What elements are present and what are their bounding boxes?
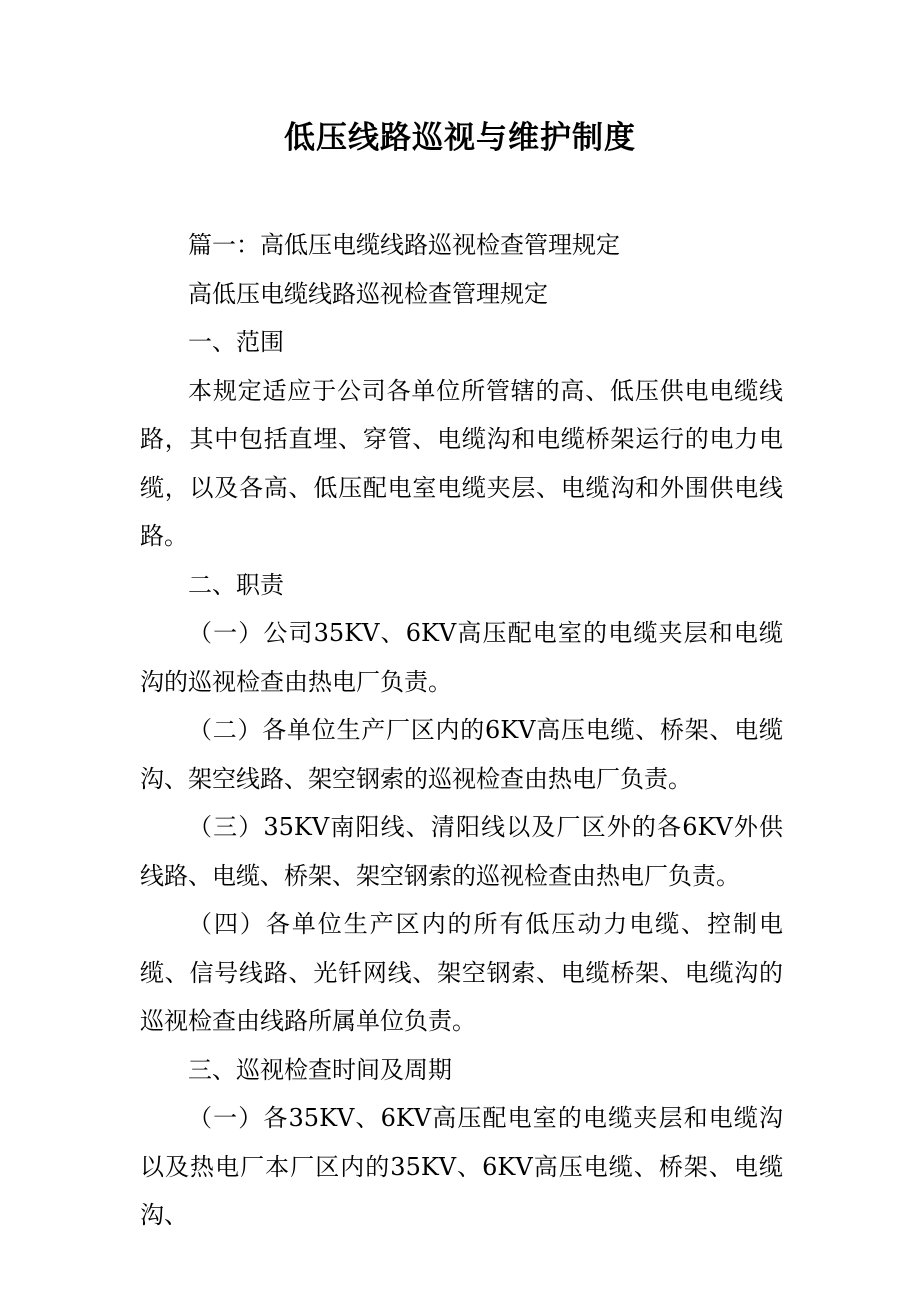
section-heading: 篇一：高低压电缆线路巡视检查管理规定 bbox=[188, 231, 620, 259]
paragraph: （一）各35KV、6KV高压配电室的电缆夹层和电缆沟以及热电厂本厂区内的35KV、6KV高压电缆、桥架、电缆沟、 bbox=[140, 1104, 783, 1229]
paragraph: 本规定适应于公司各单位所管辖的高、低压供电电缆线路，其中包括直埋、穿管、电缆沟和电缆桥架运行的电力电缆，以及各高、低压配电室电缆夹层、电缆沟和外围供电线路。 bbox=[140, 376, 783, 550]
section-heading: 二、职责 bbox=[188, 570, 284, 599]
paragraph: （一）公司35KV、6KV高压配电室的电缆夹层和电缆沟的巡视检查由热电厂负责。 bbox=[140, 619, 783, 696]
sub-heading: 高低压电缆线路巡视检查管理规定 bbox=[188, 279, 548, 308]
document-title: 低压线路巡视与维护制度 bbox=[284, 120, 636, 156]
paragraph: （四）各单位生产区内的所有低压动力电缆、控制电缆、信号线路、光钎网线、架空钢索、电缆桥架、电缆沟的巡视检查由线路所属单位负责。 bbox=[140, 910, 783, 1035]
section-heading: 三、巡视检查时间及周期 bbox=[188, 1055, 452, 1084]
document-body bbox=[140, 221, 783, 1240]
section-heading: 一、范围 bbox=[188, 328, 284, 356]
paragraph: （三）35KV南阳线、清阳线以及厂区外的各6KV外供线路、电缆、桥架、架空钢索的巡视检查由热电厂负责。 bbox=[140, 813, 783, 890]
paragraph: （二）各单位生产厂区内的6KV高压电缆、桥架、电缆沟、架空线路、架空钢索的巡视检查由热电厂负责。 bbox=[140, 716, 783, 793]
